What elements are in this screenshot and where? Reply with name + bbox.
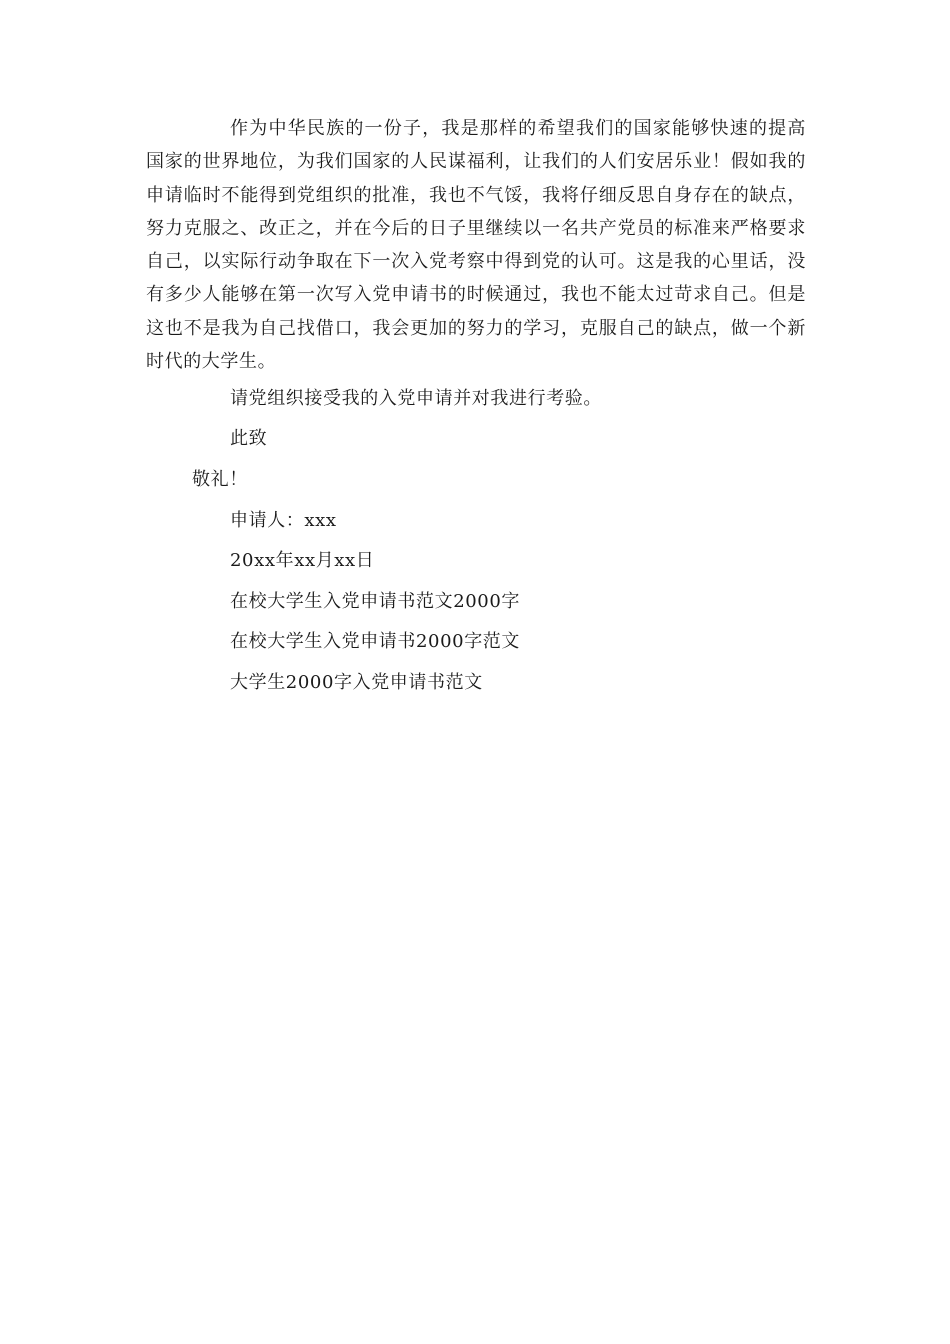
related-title: 大学生2000字入党申请书范文: [230, 672, 483, 693]
related-title: 在校大学生入党申请书范文2000字: [230, 591, 521, 612]
related-title: 在校大学生入党申请书2000字范文: [230, 631, 521, 652]
closing-phrase: 此致: [230, 428, 268, 449]
request-line: 请党组织接受我的入党申请并对我进行考验。: [230, 388, 602, 409]
applicant-line: 申请人：xxx: [230, 510, 337, 531]
salute: 敬礼！: [192, 469, 248, 490]
body-paragraph: 作为中华民族的一份子，我是那样的希望我们的国家能够快速的提高国家的世界地位，为我们国家的人民谋福利，让我们的人们安居乐业！假如我的申请临时不能得到党组织的批准，我也不气馁，我将仔细反思自身存在的缺点，努力克服之、改正之，并在今后的日子里继续以一名共产党员的标准来严格要求自己，以实际行动争取在下一次入党考察中得到党的认可。这是我的心里话，没有多少人能够在第一次写入党申请书的时候通过，我也不能太过苛求自己。但是这也不是我为自己找借口，我会更加的努力的学习，克服自己的缺点，做一个新时代的大学生。: [146, 118, 806, 373]
date-line: 20xx年xx月xx日: [230, 550, 375, 571]
